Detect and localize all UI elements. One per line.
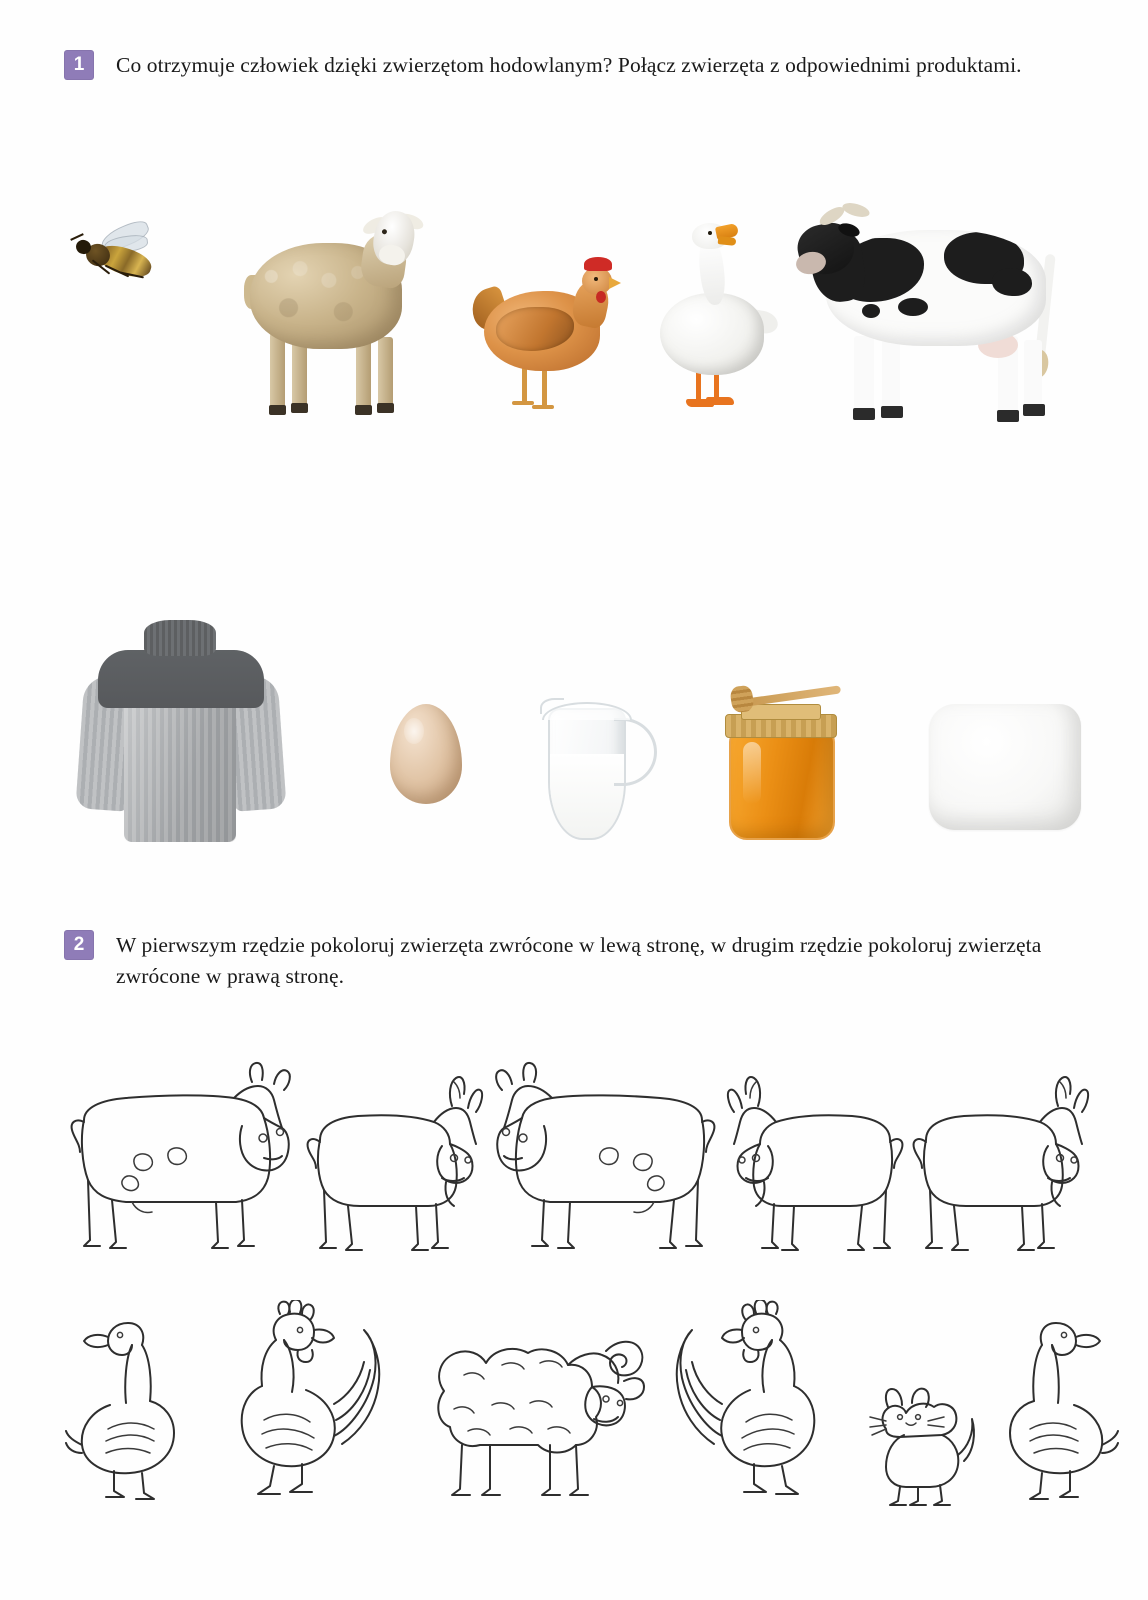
cow-hoof: [853, 408, 875, 420]
rooster-outline[interactable]: [652, 1300, 852, 1505]
egg-image[interactable]: [382, 696, 471, 816]
outline-row-1: [66, 1060, 1090, 1260]
goose-outline[interactable]: [64, 1305, 194, 1505]
hen-leg: [542, 367, 547, 407]
hen-comb: [584, 257, 612, 271]
cow-leg: [1024, 340, 1042, 412]
honey-jar-image[interactable]: [703, 686, 872, 846]
sweater-image[interactable]: [72, 620, 290, 850]
egg-shell: [390, 704, 462, 804]
jug-handle: [614, 718, 657, 786]
cow-horn: [841, 200, 871, 219]
pillow-image[interactable]: [923, 684, 1092, 844]
cow-image[interactable]: [802, 194, 1082, 434]
cow-hoof: [881, 406, 903, 418]
milk-jug-image[interactable]: [522, 684, 661, 844]
hen-beak: [609, 277, 621, 289]
goat-outline[interactable]: [910, 1060, 1090, 1260]
cow-spot: [898, 298, 928, 316]
sheep-leg: [270, 333, 285, 411]
ram-outline[interactable]: [410, 1305, 650, 1505]
hen-wattle: [596, 291, 606, 303]
hen-foot: [532, 405, 554, 409]
honey-jar-lid-top: [741, 704, 821, 720]
goat-outline[interactable]: [726, 1060, 906, 1260]
sheep-hoof: [269, 405, 286, 415]
cow-spot: [992, 268, 1032, 296]
cow-leg: [854, 336, 874, 416]
cow-hoof: [997, 410, 1019, 422]
goose-foot: [706, 397, 734, 405]
cat-outline[interactable]: [856, 1359, 986, 1509]
jug-spout: [540, 698, 564, 714]
honey-dipper-head: [729, 685, 754, 714]
sweater-yoke: [98, 650, 264, 708]
exercise-2-instruction: W pierwszym rzędzie pokoloruj zwierzęta zwrócone w lewą stronę, w drugim rzędzie pokoloruj zwierzęta zwrócone w prawą stronę.: [116, 933, 1042, 988]
animals-row: [62, 190, 1082, 420]
hen-eye: [594, 277, 598, 281]
sweater-shading: [124, 696, 236, 842]
goose-beak-lower: [718, 236, 737, 246]
honey-jar-body: [729, 728, 835, 840]
sheep-image[interactable]: [244, 205, 418, 420]
sheep-hoof: [291, 403, 308, 413]
exercise-1-heading: [64, 50, 1024, 81]
hen-image[interactable]: [470, 255, 624, 420]
sheep-hoof: [377, 403, 394, 413]
outline-row-2: [58, 1300, 1120, 1505]
hen-leg: [522, 367, 527, 403]
rooster-outline[interactable]: [204, 1300, 404, 1505]
cow-hoof: [1023, 404, 1045, 416]
pillow-body: [929, 704, 1081, 830]
goose-body: [660, 293, 764, 375]
exercise-1-number: 1: [64, 50, 94, 80]
goat-outline[interactable]: [304, 1060, 484, 1260]
jug-milk: [550, 754, 624, 838]
exercise-1-instruction: Co otrzymuje człowiek dzięki zwierzętom hodowlanym? Połącz zwierzęta z odpowiednimi produktami.: [116, 53, 1022, 77]
sheep-eye: [382, 229, 388, 235]
hen-foot: [512, 401, 534, 405]
exercise-2-heading: [64, 930, 1094, 991]
sweater-collar: [144, 620, 216, 656]
products-row: [62, 610, 1092, 850]
goose-outline[interactable]: [990, 1305, 1120, 1505]
cow-spot: [862, 304, 880, 318]
sheep-leg: [378, 337, 393, 409]
hen-head: [582, 267, 612, 295]
cow-leg: [882, 340, 900, 414]
cow-outline[interactable]: [490, 1060, 720, 1260]
sheep-hoof: [355, 405, 372, 415]
cow-outline[interactable]: [66, 1060, 296, 1260]
goose-image[interactable]: [652, 215, 778, 420]
exercise-2-number: 2: [64, 930, 94, 960]
bee-image[interactable]: [66, 218, 172, 298]
